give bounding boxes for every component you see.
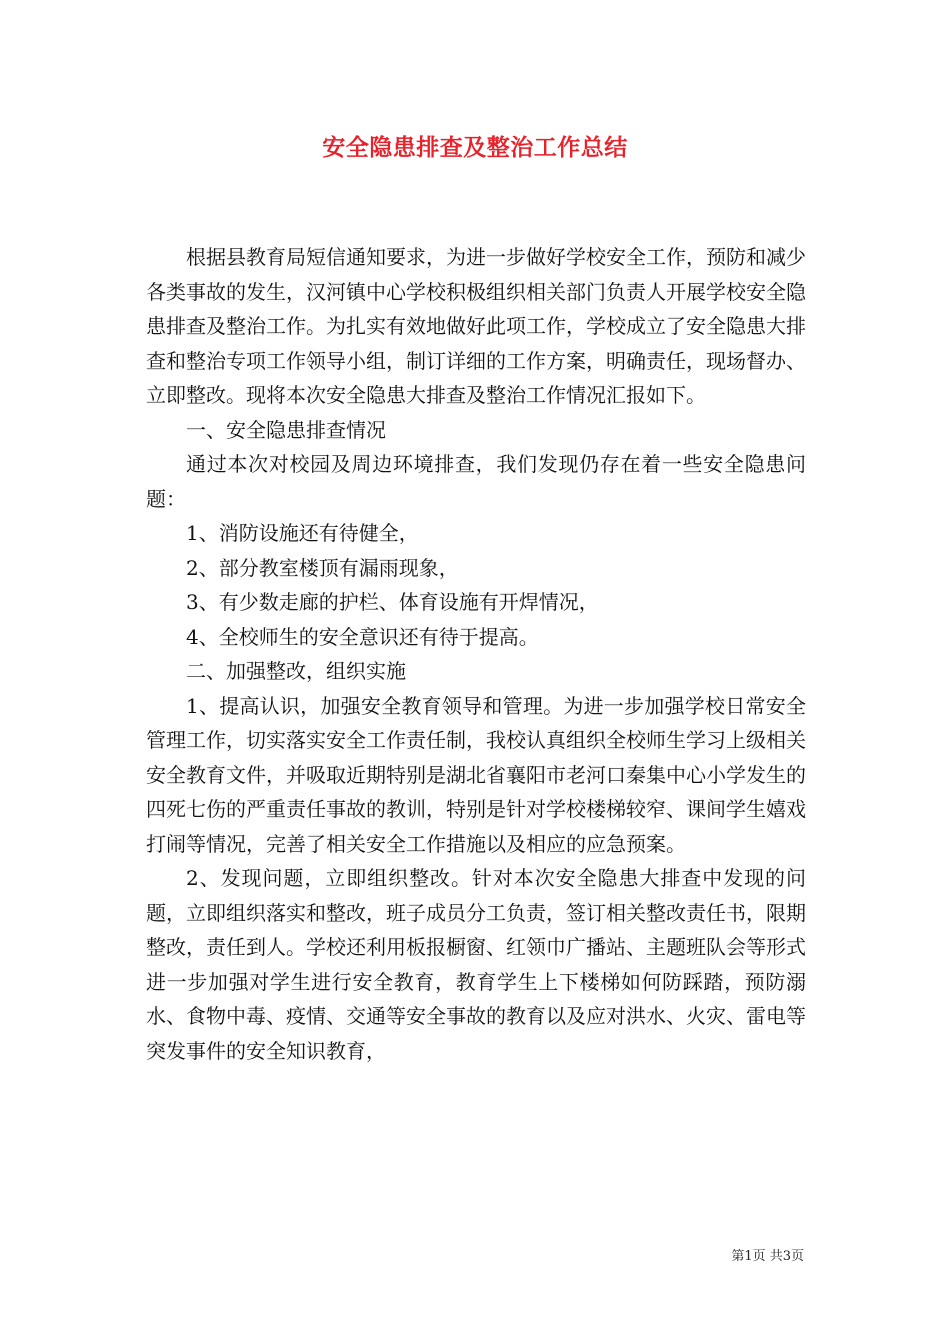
section-heading-2: 二、加强整改，组织实施 (186, 659, 406, 683)
measure-paragraph-2: 2、发现问题，立即组织整改。针对本次安全隐患大排查中发现的问题，立即组织落实和整改，班子成员分工负责，签订相关整改责任书，限期整改，责任到人。学校还利用板报橱窗、红领巾广播站、主题班队会等形式进一步加强对学生进行安全教育，教育学生上下楼梯如何防踩踏，预防溺水、食物中毒、疫情、交通等安全事故的教育以及应对洪水、火灾、雷电等突发事件的安全知识教育， (146, 866, 806, 1063)
page-number: 第1页 共3页 (731, 1249, 804, 1264)
findings-paragraph: 通过本次对校园及周边环境排查，我们发现仍存在着一些安全隐患问题： (146, 452, 806, 511)
list-item: 3、有少数走廊的护栏、体育设施有开焊情况， (186, 590, 599, 614)
list-item: 2、部分教室楼顶有漏雨现象， (186, 555, 459, 580)
section-heading-1: 一、安全隐患排查情况 (186, 417, 386, 442)
measure-paragraph-1: 1、提高认识，加强安全教育领导和管理。为进一步加强学校日常安全管理工作，切实落实安全工作责任制，我校认真组织全校师生学习上级相关安全教育文件，并吸取近期特别是湖北省襄阳市老河口秦集中心小学发生的四死七伤的严重责任事故的教训，特别是针对学校楼梯较窄、课间学生嬉戏打闹等情况，完善了相关安全工作措施以及相应的应急预案。 (146, 693, 806, 856)
list-item: 4、全校师生的安全意识还有待于提高。 (186, 624, 539, 649)
document-body (146, 240, 806, 1068)
list-item: 1、消防设施还有待健全， (186, 521, 419, 545)
intro-paragraph: 根据县教育局短信通知要求，为进一步做好学校安全工作，预防和减少各类事故的发生，汉河镇中心学校积极组织相关部门负责人开展学校安全隐患排查及整治工作。为扎实有效地做好此项工作，学校成立了安全隐患大排查和整治专项工作领导小组，制订详细的工作方案，明确责任，现场督办、立即整改。现将本次安全隐患大排查及整治工作情况汇报如下。 (146, 245, 806, 407)
document-title: 安全隐患排查及整治工作总结 (322, 135, 628, 161)
